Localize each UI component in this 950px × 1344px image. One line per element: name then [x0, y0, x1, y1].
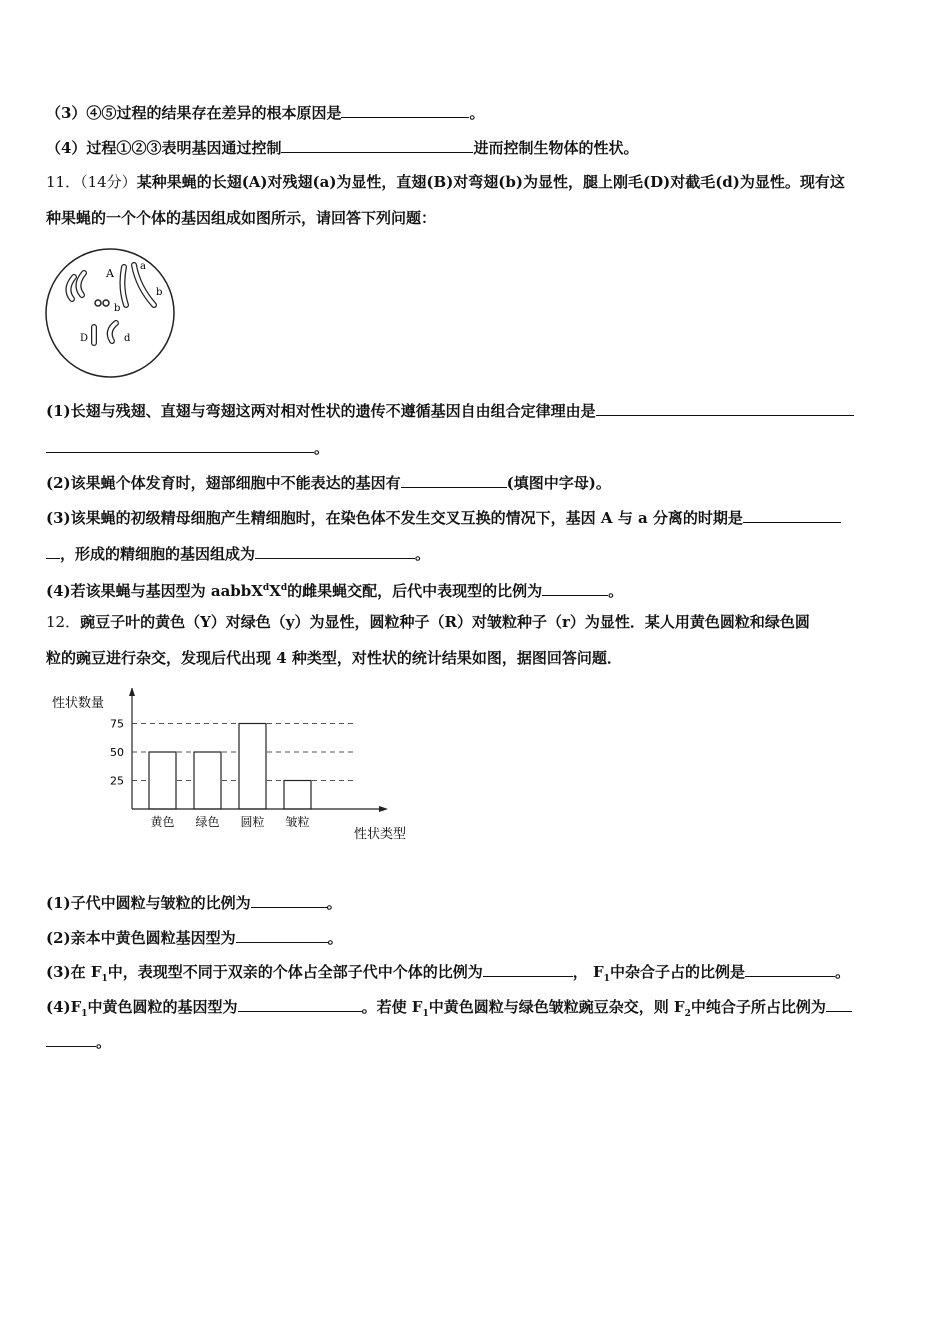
q11-sub3: (3)该果蝇的初级精母细胞产生精细胞时，在染色体不发生交叉互换的情况下，基因 A 与 a 分离的时期是: [46, 507, 841, 528]
q11-sub2: (2)该果蝇个体发育时，翅部细胞中不能表达的基因有 (填图中字母)。: [46, 474, 611, 492]
x-axis-arrow: [379, 806, 388, 812]
x-axis-label: 性状类型: [354, 827, 407, 842]
q11-sub3-cont: ，形成的精细胞的基因组成为 。: [46, 543, 430, 564]
y-tick-label: 50: [110, 746, 124, 759]
answer-blank[interactable]: [251, 892, 327, 908]
answer-blank[interactable]: [255, 543, 415, 559]
bar-圆粒: [239, 724, 266, 810]
q12-stem-line2: 粒的豌豆进行杂交，发现后代出现 4 种类型，对性状的统计结果如图，据图回答问题．: [46, 649, 622, 667]
gene-label: b: [114, 303, 121, 314]
answer-blank[interactable]: [483, 961, 573, 977]
y-tick-label: 25: [110, 774, 124, 788]
chromosome-dot: [95, 300, 101, 306]
chromosome-dot: [103, 300, 109, 306]
trait-bar-chart: [46, 688, 426, 848]
gene-label: A: [106, 267, 114, 280]
bar-绿色: [194, 752, 221, 809]
gene-label: b: [156, 287, 163, 298]
gene-label: d: [124, 333, 131, 344]
q10-part3: （3）④⑤过程的结果存在差异的根本原因是 。: [46, 104, 485, 122]
q11-stem-line1: 11．（14分）某种果蝇的长翅(A)对残翅(a)为显性，直翅(B)对弯翅(b)为显性，腿上刚毛(D)对截毛(d)为显性。现有这: [46, 173, 845, 191]
x-tick-label: 绿色: [195, 815, 220, 829]
answer-blank[interactable]: [238, 996, 362, 1012]
gene-label: D: [80, 333, 89, 344]
answer-blank[interactable]: [745, 961, 835, 977]
answer-blank[interactable]: [46, 1031, 96, 1047]
x-tick-label: 圆粒: [240, 815, 265, 829]
bar-黄色: [149, 752, 176, 809]
answer-blank[interactable]: [542, 580, 608, 596]
answer-blank[interactable]: [596, 400, 854, 416]
gene-label: a: [140, 261, 146, 272]
answer-blank[interactable]: [401, 472, 507, 488]
answer-blank[interactable]: [46, 543, 60, 559]
q11-sub4: (4)若该果蝇与基因型为 $aabbX^dX^d$的雌果蝇交配，后代中表现型的比例为 。: [46, 582, 624, 600]
q12-sub2: (2)亲本中黄色圆粒基因型为 。: [46, 929, 343, 947]
q12-sub4-cont: 。: [46, 1031, 111, 1052]
q10-part4: （4）过程①②③表明基因通过控制 进而控制生物体的性状。: [46, 139, 639, 157]
y-axis-arrow: [129, 688, 135, 696]
bar-皱粒: [284, 781, 311, 810]
chromosome-diagram: [44, 247, 176, 379]
q11-stem-line2: 种果蝇的一个个体的基因组成如图所示，请回答下列问题：: [46, 209, 437, 227]
answer-blank[interactable]: [281, 137, 473, 153]
q12-sub4: $(4)F_1$中黄色圆粒的基因型为 。若使 $F_1$中黄色圆粒与绿色皱粒豌豆杂交，则 $F_2$中纯合子所占比例为: [46, 996, 852, 1024]
answer-blank[interactable]: [743, 507, 841, 523]
q11-sub1: (1)长翅与残翅、直翅与弯翅这两对相对性状的遗传不遵循基因自由组合定律理由是: [46, 400, 854, 421]
q12-sub3: (3)在 $F_1$中，表现型不同于双亲的个体占全部子代中个体的比例为 ， $F_1$中杂合子占的比例是 。: [46, 963, 850, 984]
x-tick-label: 黄色: [150, 815, 175, 829]
question-number: 11．（14分）: [46, 173, 137, 191]
answer-blank[interactable]: [826, 996, 852, 1012]
answer-blank[interactable]: [341, 102, 469, 118]
y-axis-label: 性状数量: [52, 696, 105, 711]
y-tick-label: 75: [110, 717, 124, 731]
answer-blank[interactable]: [46, 437, 314, 453]
q11-sub1-cont: 。: [46, 437, 329, 458]
answer-blank[interactable]: [236, 927, 328, 943]
x-tick-label: 皱粒: [285, 815, 310, 829]
q12-stem-line1: 12．豌豆子叶的黄色（Y）对绿色（y）为显性，圆粒种子（R）对皱粒种子（r）为显性．某人用黄色圆粒和绿色圆: [46, 613, 810, 631]
question-number: 12．: [46, 613, 81, 631]
q12-sub1: (1)子代中圆粒与皱粒的比例为 。: [46, 894, 342, 912]
